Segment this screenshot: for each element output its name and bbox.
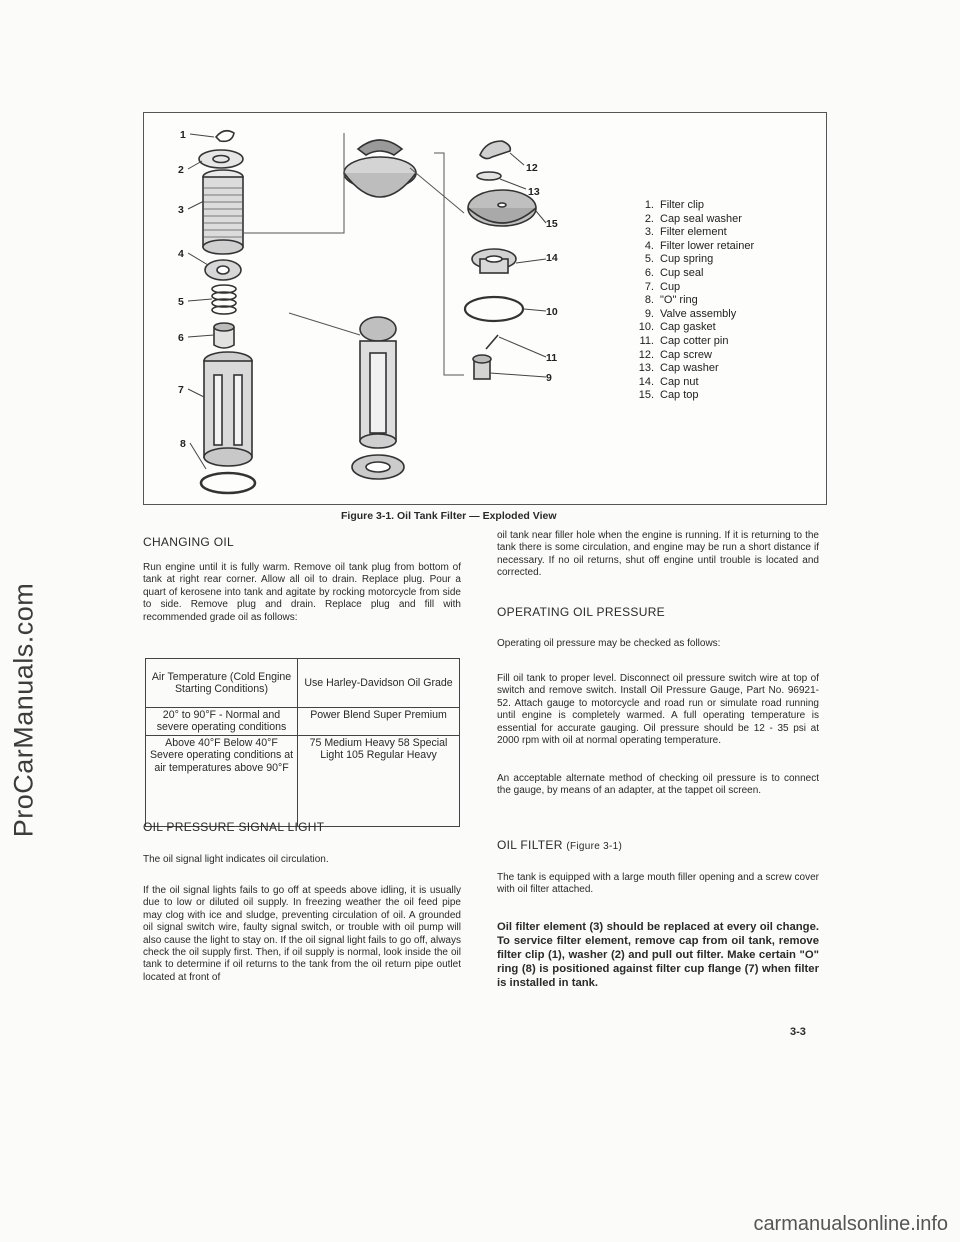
cap-nut-part — [472, 249, 516, 273]
callout-13: 13 — [528, 186, 540, 198]
callout-9: 9 — [546, 372, 552, 384]
table-row — [146, 708, 460, 736]
side-watermark — [4, 450, 44, 970]
signal-light-intro: The oil signal light indicates oil circulation. — [143, 854, 329, 865]
legend-item: 3. Filter element — [644, 226, 727, 239]
oil-grade-table — [145, 658, 460, 827]
legend-item: 13. Cap washer — [638, 362, 719, 375]
alternate-method-text: An acceptable alternate method of checking oil pressure is to connect the gauge, by means of an adapter, at the tappet oil screen. — [497, 773, 819, 797]
legend-item: 11. Cap cotter pin — [639, 334, 729, 347]
operating-pressure-heading: OPERATING OIL PRESSURE — [497, 605, 665, 619]
legend-item: 5. Cup spring — [644, 253, 714, 266]
o-ring-part — [201, 473, 255, 493]
callout-14: 14 — [546, 252, 558, 264]
cap-top-part — [468, 190, 536, 226]
oil-filter-heading — [497, 838, 622, 852]
table-cell-grade: Power Blend Super Premium — [298, 708, 460, 736]
table-header-use: Use Harley-Davidson Oil Grade — [298, 659, 460, 708]
changing-oil-text: Run engine until it is fully warm. Remove oil tank plug from bottom of tank at right rear corner. Allow all oil to drain. Replace plug. Pour a quart of kerosene into tank and agitate by rocking motorcycle from side to side. Remove plug and drain. Replace plug and fill with recommended grade oil as follows: — [143, 562, 461, 623]
cap-washer-part — [477, 172, 501, 180]
filter-tube-part — [360, 317, 396, 448]
continued-text: oil tank near filler hole when the engine is running. If it is returning to the tank there is some circulation, and engine may be run a short distance if necessary. If no oil returns, shut off engine until trouble is located and corrected. — [497, 530, 819, 579]
cup-part — [204, 352, 252, 466]
oil-filter-text: The tank is equipped with a large mouth filler opening and a screw cover with oil filter attached. — [497, 872, 819, 896]
signal-light-text: If the oil signal lights fails to go off at speeds above idling, it is usually due to low or diluted oil supply. In freezing weather the oil feed pipe may clog with ice and sludge, preventing circulation of oil. A grounded oil signal switch wire, faulty signal switch, or trouble with oil pump will also cause the light to stay on. If the oil signal light fails to go off, always check the oil supply first. Then, if oil supply is normal, look inside the oil tank to determine if oil returns to the tank from the oil return pipe outlet located at front of — [143, 885, 461, 983]
callout-11: 11 — [546, 352, 558, 364]
figure-caption: Figure 3-1. Oil Tank Filter — Exploded View — [341, 510, 557, 522]
operating-pressure-intro: Operating oil pressure may be checked as follows: — [497, 638, 721, 649]
oil-filter-heading-ref: (Figure 3-1) — [566, 841, 623, 852]
cup-spring-part — [212, 285, 236, 314]
callout-15: 15 — [546, 218, 558, 230]
callout-2: 2 — [178, 164, 184, 176]
signal-light-heading: OIL PRESSURE SIGNAL LIGHT — [143, 820, 325, 834]
oil-filter-service-instructions: Oil filter element (3) should be replaced at every oil change. To service filter element, remove cap from oil tank, remove filter clip (1), washer (2) and pull out filter. Make certain "O" ring (8) is positioned against filter cup flange (7) when filter is installed in tank. — [497, 921, 819, 989]
cap-screw-part — [480, 141, 510, 159]
filter-clip-part — [216, 131, 234, 142]
table-row — [146, 735, 460, 826]
callout-7: 7 — [178, 384, 184, 396]
legend-item: 8. "O" ring — [644, 294, 698, 307]
callout-10: 10 — [546, 306, 558, 318]
legend-item: 2. Cap seal washer — [644, 212, 742, 225]
callout-5: 5 — [178, 296, 184, 308]
table-cell-temperature: Above 40°F Below 40°F Severe operating conditions at air temperatures above 90°F — [146, 735, 298, 826]
legend-item: 6. Cup seal — [644, 266, 704, 279]
cap-seal-washer-part — [199, 150, 243, 168]
table-header-row — [146, 659, 460, 708]
callout-8: 8 — [180, 438, 186, 450]
legend-item: 15. Cap top — [638, 389, 699, 402]
callout-4: 4 — [178, 248, 184, 260]
callout-3: 3 — [178, 204, 184, 216]
callout-6: 6 — [178, 332, 184, 344]
legend-item: 14. Cap nut — [638, 375, 699, 388]
table-header-temperature: Air Temperature (Cold Engine Starting Conditions) — [146, 659, 298, 708]
table-cell-temperature: 20° to 90°F - Normal and severe operating conditions — [146, 708, 298, 736]
page-number: 3-3 — [790, 1026, 806, 1038]
legend-item: 7. Cup — [644, 280, 681, 293]
legend-item: 9. Valve assembly — [644, 307, 737, 320]
cap-gasket-part — [465, 297, 523, 321]
callout-12: 12 — [526, 162, 538, 174]
legend-item: 1. Filter clip — [644, 199, 705, 211]
legend-item: 4. Filter lower retainer — [644, 239, 755, 252]
operating-pressure-text: Fill oil tank to proper level. Disconnect oil pressure switch wire at top of switch and remove switch. Install Oil Pressure Gauge, Part No. 96921-52. Attach gauge to motorcycle and road run or simulate road running until engine is completely warmed. A full operating temperature is essential for accurate gauging. Oil pressure should be 12 - 35 psi at 2000 rpm with oil at normal operating temperature. — [497, 673, 819, 747]
footer-watermark: carmanualsonline.info — [753, 1213, 948, 1235]
filter-element-part — [203, 170, 243, 254]
side-watermark-text: ProCarManuals.com — [8, 582, 39, 838]
cap-nut-lower-part — [352, 455, 404, 479]
table-cell-grade: 75 Medium Heavy 58 Special Light 105 Regular Heavy — [298, 735, 460, 826]
legend-item: 12. Cap screw — [638, 348, 712, 361]
parts-legend — [634, 199, 754, 403]
callout-1: 1 — [180, 129, 186, 141]
legend-item: 10. Cap gasket — [638, 321, 716, 334]
exploded-view-figure — [143, 112, 827, 505]
cap-assembly-part — [344, 140, 416, 197]
oil-filter-heading-title: OIL FILTER — [497, 838, 563, 852]
valve-assembly-part — [473, 335, 498, 379]
changing-oil-heading: CHANGING OIL — [143, 535, 234, 549]
